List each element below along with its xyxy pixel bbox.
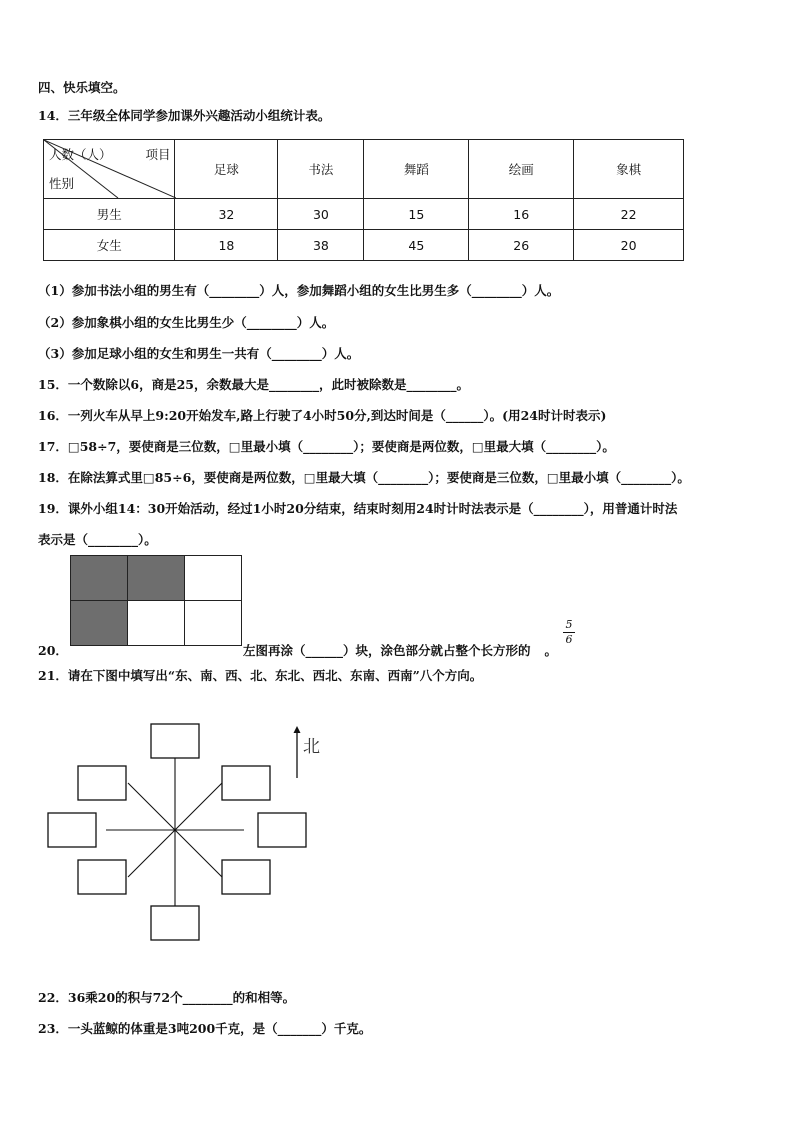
table-cell: 20 [574,230,684,261]
answer-box-bottom [151,906,199,940]
header-cell: 足球 [175,140,278,199]
question-14-sub-1: （1）参加书法小组的男生有（________）人，参加舞蹈小组的女生比男生多（________）人。 [38,283,560,298]
header-cell: 书法 [278,140,364,199]
question-15: 15．一个数除以6，商是25，余数最大是________，此时被除数是________。 [38,377,469,392]
header-cell: 绘画 [469,140,574,199]
table-cell: 38 [278,230,364,261]
answer-box-top-left [78,766,126,800]
table-row [44,230,684,261]
grid-cell [185,601,242,646]
question-20 [38,641,558,659]
answer-box-bottom-right [222,860,270,894]
question-20-end: 。 [544,643,558,658]
fraction-numerator: 5 [565,618,573,631]
grid-cell [185,556,242,601]
corner-label-item: 项目 [145,147,171,162]
answer-box-top [151,724,199,758]
corner-label-people: 人数（人） [49,147,112,162]
table-cell: 22 [574,199,684,230]
question-21: 21．请在下图中填写出“东、南、西、北、东北、西北、东南、西南”八个方向。 [38,668,483,683]
rectangle-grid-figure [70,555,242,646]
grid-cell-shaded [71,556,128,601]
question-16: 16．一列火车从早上9:20开始发车,路上行驶了4小时50分,到达时间是（______）。(用24时计时表示) [38,408,607,423]
header-cell: 舞蹈 [364,140,469,199]
question-22: 22．36乘20的积与72个________的和相等。 [38,990,296,1005]
answer-box-left [48,813,96,847]
question-17: 17．□58÷7，要使商是三位数，□里最小填（________）；要使商是两位数，□里最大填（________）。 [38,439,615,454]
question-14-sub-2: （2）参加象棋小组的女生比男生少（________）人。 [38,315,335,330]
question-23: 23．一头蓝鲸的体重是3吨200千克，是（_______）千克。 [38,1021,372,1036]
row-label: 男生 [44,199,175,230]
question-20-number: 20． [38,643,68,658]
grid-cell-shaded [71,601,128,646]
table-corner-cell [44,140,175,199]
question-18: 18．在除法算式里□85÷6，要使商是两位数，□里最大填（________）；要使商是三位数，□里最小填（________）。 [38,470,690,485]
header-cell: 象棋 [574,140,684,199]
question-14-text: 14．三年级全体同学参加课外兴趣活动小组统计表。 [38,108,331,123]
grid-cell-shaded [128,556,185,601]
row-label: 女生 [44,230,175,261]
fraction-five-sixths [563,618,575,646]
question-14-sub-3: （3）参加足球小组的女生和男生一共有（________）人。 [38,346,360,361]
north-label: 北 [303,737,320,757]
compass-direction-diagram [40,715,340,965]
table-cell: 45 [364,230,469,261]
section-title: 四、快乐填空。 [38,80,126,95]
table-cell: 32 [175,199,278,230]
table-cell: 26 [469,230,574,261]
table-cell: 15 [364,199,469,230]
north-arrow-head [294,726,301,733]
question-20-text: 左图再涂（______）块，涂色部分就占整个长方形的 [243,643,531,658]
grid-cell [128,601,185,646]
question-19-line-2: 表示是（________）。 [38,532,157,547]
answer-box-right [258,813,306,847]
table-header-row [44,140,684,199]
question-19-line-1: 19．课外小组14：30开始活动，经过1小时20分结束，结束时刻用24时计时法表示是（________），用普通计时法 [38,501,678,516]
table-row [44,199,684,230]
table-cell: 18 [175,230,278,261]
table-cell: 16 [469,199,574,230]
answer-box-top-right [222,766,270,800]
fraction-denominator: 6 [563,632,575,646]
table-cell: 30 [278,199,364,230]
answer-box-bottom-left [78,860,126,894]
corner-label-gender: 性别 [49,176,75,191]
activity-stats-table [43,139,684,261]
